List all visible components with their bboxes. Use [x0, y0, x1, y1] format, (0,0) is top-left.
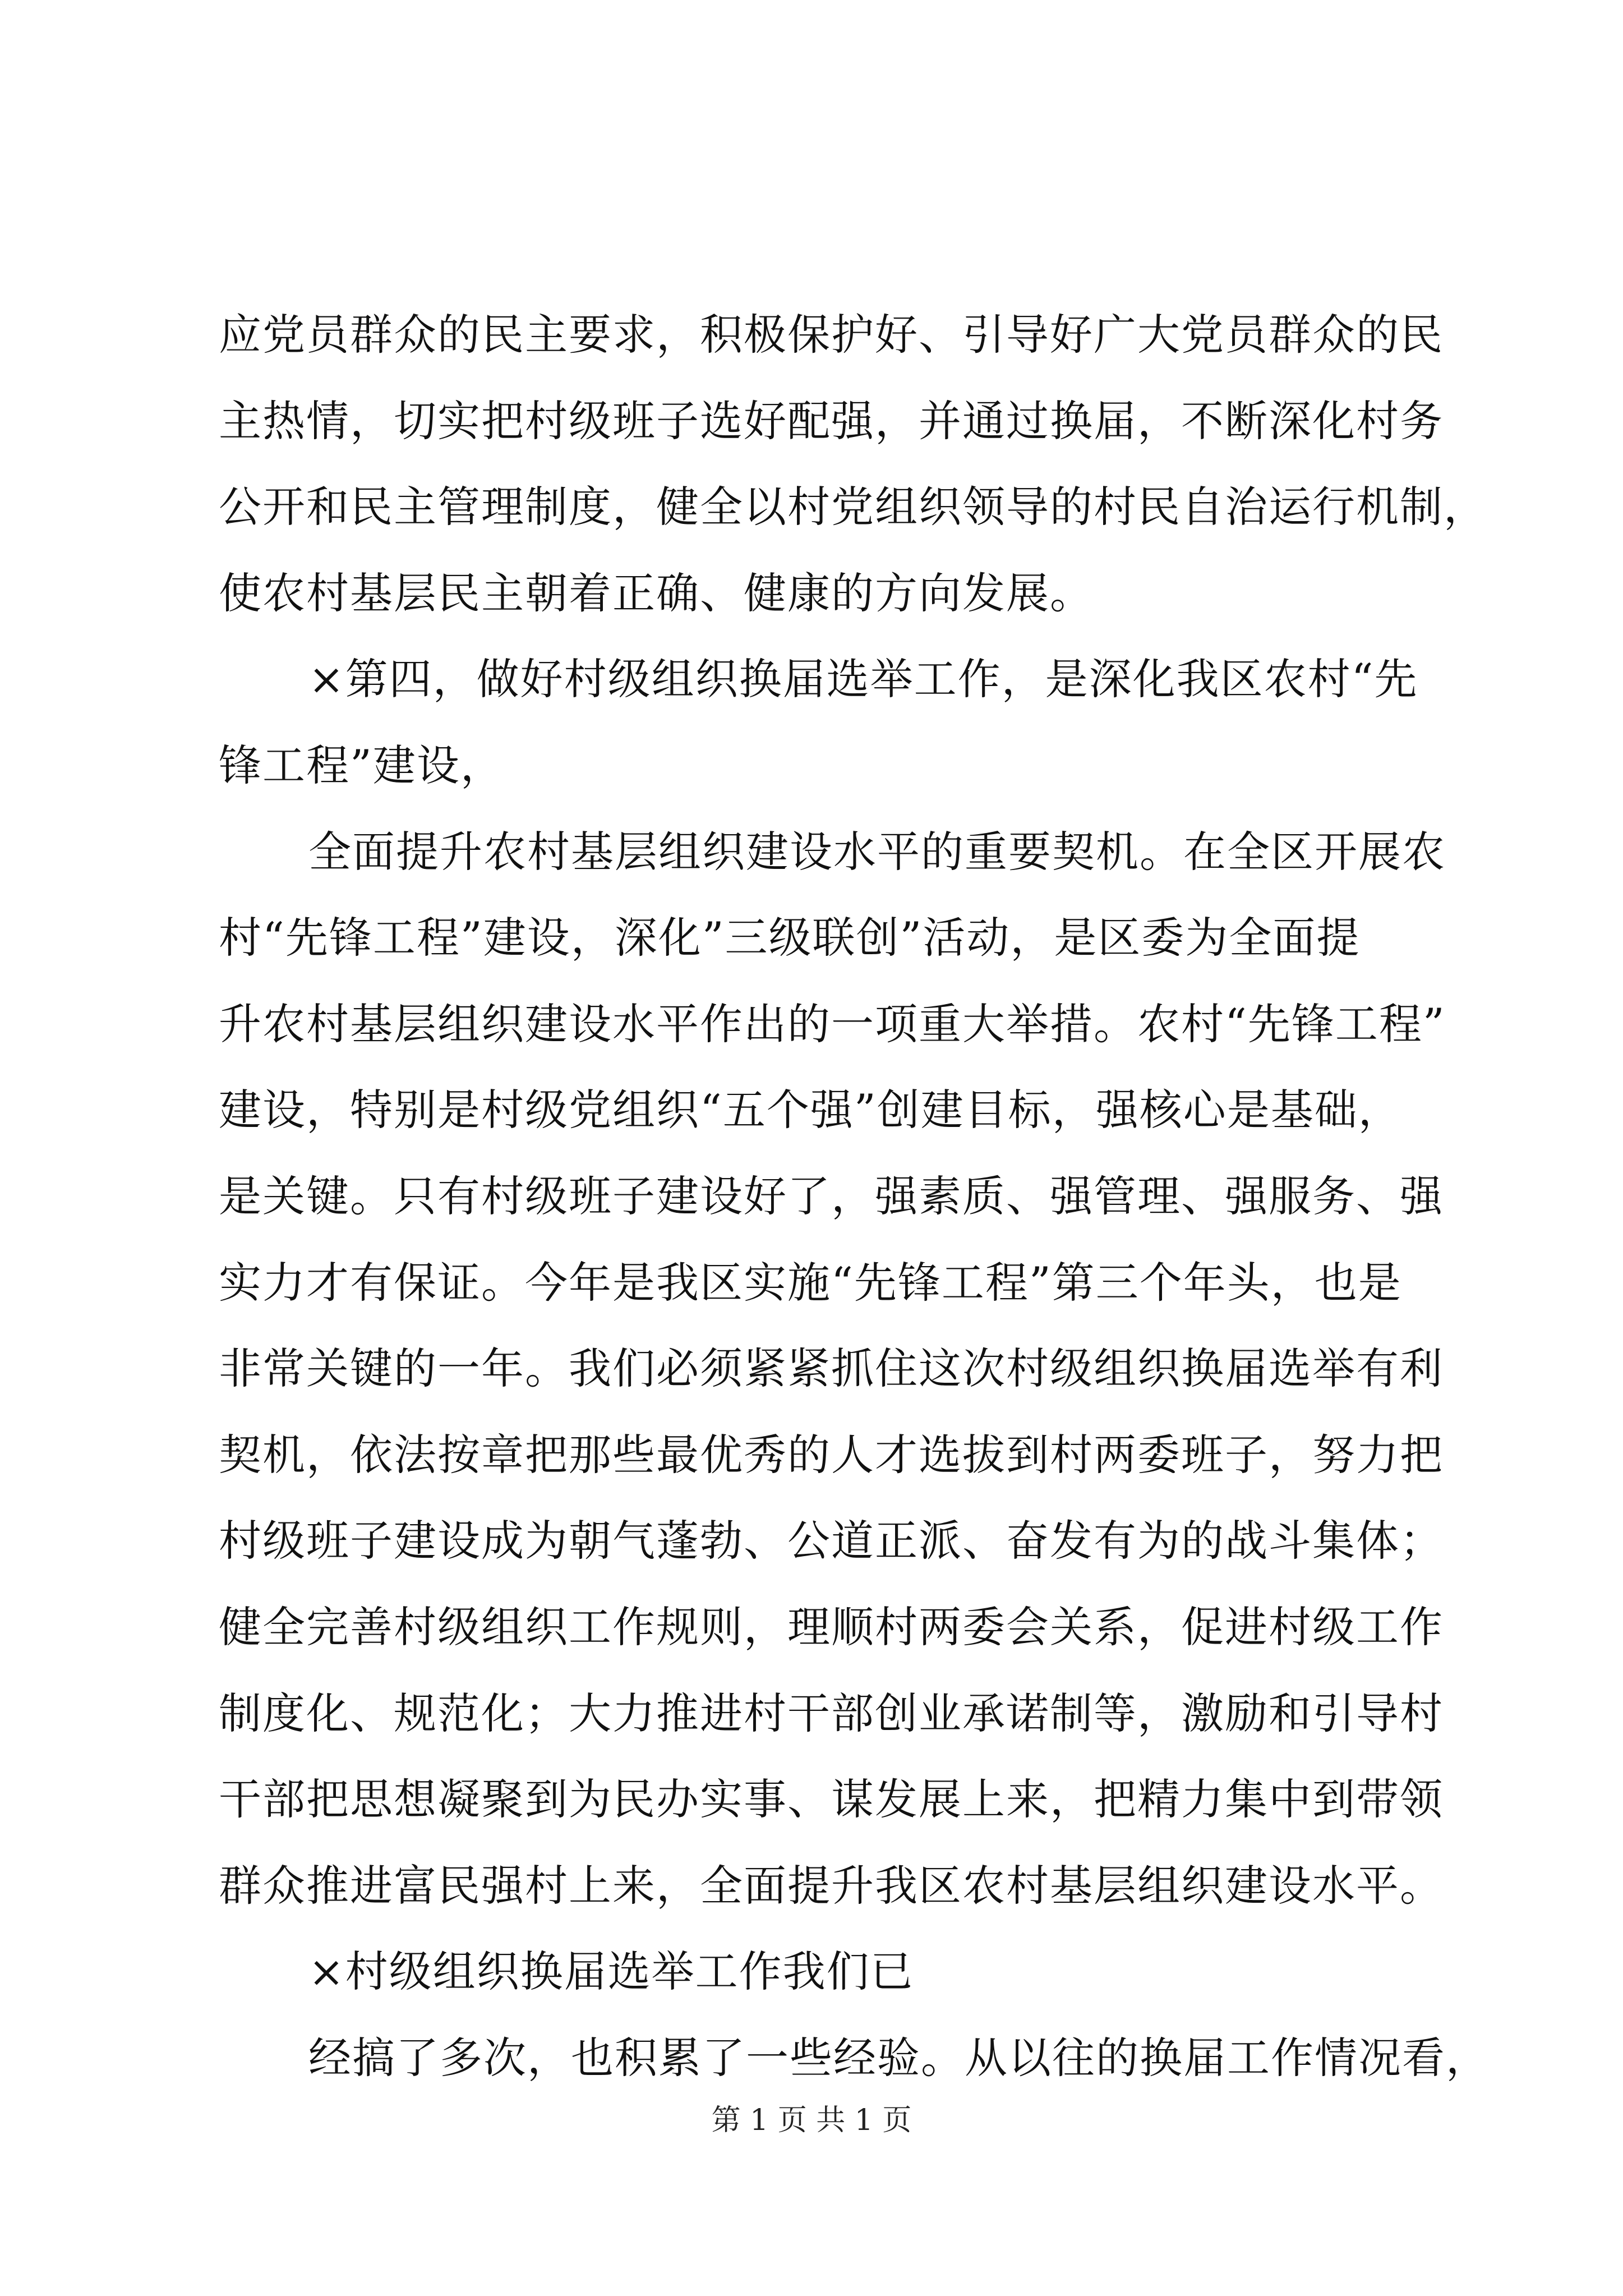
text-line: 非常关键的一年。我们必须紧紧抓住这次村级组织换届选举有利 [219, 1343, 1444, 1394]
text-line: 建设，特别是村级党组织“五个强”创建目标，强核心是基础， [219, 1085, 1402, 1135]
text-line: 实力才有保证。今年是我区实施“先锋工程”第三个年头，也是 [219, 1257, 1402, 1308]
text-line: 村级班子建设成为朝气蓬勃、公道正派、奋发有为的战斗集体； [219, 1516, 1444, 1566]
text-line: ×第四，做好村级组织换届选举工作，是深化我区农村“先 [308, 654, 1418, 705]
text-line: 契机，依法按章把那些最优秀的人才选拔到村两委班子，努力把 [219, 1429, 1444, 1480]
text-line: 制度化、规范化；大力推进村干部创业承诺制等，激励和引导村 [219, 1688, 1444, 1738]
text-line: 健全完善村级组织工作规则，理顺村两委会关系，促进村级工作 [219, 1602, 1444, 1652]
text-line: 使农村基层民主朝着正确、健康的方向发展。 [219, 568, 1094, 618]
text-line: 公开和民主管理制度，健全以村党组织领导的村民自治运行机制， [219, 482, 1487, 532]
text-line: 是关键。只有村级班子建设好了，强素质、强管理、强服务、强 [219, 1171, 1444, 1221]
text-line: 应党员群众的民主要求，积极保护好、引导好广大党员群众的民 [219, 310, 1444, 360]
text-line: 全面提升农村基层组织建设水平的重要契机。在全区开展农 [308, 826, 1446, 877]
text-line: 干部把思想凝聚到为民办实事、谋发展上来，把精力集中到带领 [219, 1774, 1444, 1825]
text-line: 升农村基层组织建设水平作出的一项重大举措。农村“先锋工程” [219, 999, 1446, 1049]
text-line: 锋工程”建设， [219, 740, 504, 790]
text-line: 经搞了多次，也积累了一些经验。从以往的换届工作情况看， [308, 2032, 1490, 2083]
document-body [219, 292, 1490, 2101]
text-line: 村“先锋工程”建设，深化”三级联创”活动，是区委为全面提 [219, 913, 1361, 963]
text-line: ×村级组织换届选举工作我们已 [308, 1947, 914, 1997]
text-line: 主热情，切实把村级班子选好配强，并通过换届，不断深化村务 [219, 395, 1444, 446]
text-line: 群众推进富民强村上来，全面提升我区农村基层组织建设水平。 [219, 1860, 1444, 1911]
page-footer: 第 1 页 共 1 页 [711, 2104, 912, 2137]
